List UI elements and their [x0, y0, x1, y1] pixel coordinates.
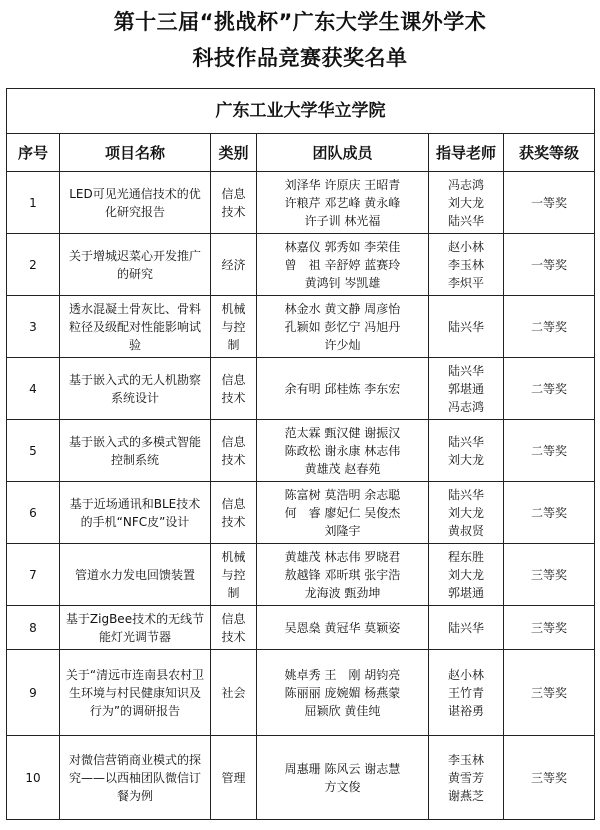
advisor-name: 陆兴华: [447, 319, 484, 334]
advisor-name: 谌裕勇: [447, 703, 484, 718]
team-members: [257, 172, 429, 234]
team-members: [257, 234, 429, 296]
advisor-name: 赵小林: [447, 239, 484, 254]
header-category: 类别: [211, 134, 257, 172]
category: [211, 650, 257, 736]
member-line: 陈富树 莫浩明 余志聪: [284, 487, 401, 502]
advisors: [429, 234, 504, 296]
row-number: 7: [7, 544, 60, 606]
advisor-name: 刘大龙: [447, 567, 484, 582]
table-row: [7, 358, 595, 420]
row-number: 5: [7, 420, 60, 482]
member-line: 许少灿: [324, 337, 361, 352]
advisors: [429, 420, 504, 482]
award-level: 二等奖: [504, 296, 595, 358]
member-line: 周惠珊 陈风云 谢志慧: [284, 761, 401, 776]
row-number: 4: [7, 358, 60, 420]
member-line: 敖越锋 邓昕琪 张宇浩: [284, 567, 401, 582]
table-row: [7, 420, 595, 482]
category-line: 机械: [221, 301, 246, 316]
team-members: [257, 650, 429, 736]
project-name: 基于嵌入式的多模式智能控制系统: [60, 420, 211, 482]
table-row: [7, 650, 595, 736]
project-name: 管道水力发电回馈装置: [60, 544, 211, 606]
header-members: 团队成员: [257, 134, 429, 172]
team-members: [257, 544, 429, 606]
project-name: 基于ZigBee技术的无线节能灯光调节器: [60, 606, 211, 650]
advisor-name: 李玉林: [447, 257, 484, 272]
award-level: 二等奖: [504, 358, 595, 420]
award-level: 二等奖: [504, 482, 595, 544]
advisor-name: 郭堪通: [447, 381, 484, 396]
advisor-name: 刘大龙: [447, 505, 484, 520]
header-award: 获奖等级: [504, 134, 595, 172]
category-line: 信息: [221, 496, 246, 511]
member-line: 方文俊: [324, 779, 361, 794]
row-number: 3: [7, 296, 60, 358]
row-number: 10: [7, 736, 60, 820]
row-number: 2: [7, 234, 60, 296]
member-line: 许子训 林光福: [304, 213, 381, 228]
category-line: 技术: [221, 629, 246, 644]
category-line: 技术: [221, 204, 246, 219]
advisors: [429, 544, 504, 606]
category-line: 社会: [221, 685, 246, 700]
row-number: 1: [7, 172, 60, 234]
advisor-name: 黄叔贤: [447, 523, 484, 538]
advisor-name: 郭堪通: [447, 585, 484, 600]
row-number: 6: [7, 482, 60, 544]
member-line: 曾 祖 辛舒婷 蓝赛玲: [284, 257, 401, 272]
project-name: LED可见光通信技术的优化研究报告: [60, 172, 211, 234]
category: [211, 606, 257, 650]
category: [211, 234, 257, 296]
award-level: 二等奖: [504, 420, 595, 482]
member-line: 陈丽丽 庞婉媚 杨燕蒙: [284, 685, 401, 700]
advisors: [429, 606, 504, 650]
category: [211, 172, 257, 234]
member-line: 林嘉仪 郭秀如 李荣佳: [284, 239, 401, 254]
advisors: [429, 358, 504, 420]
category-line: 与控: [221, 567, 246, 582]
advisors: [429, 296, 504, 358]
advisor-name: 陆兴华: [447, 487, 484, 502]
table-row: [7, 296, 595, 358]
member-line: 屈颖欣 黄佳纯: [304, 703, 381, 718]
award-table: [6, 88, 595, 820]
project-name: 基于嵌入式的无人机勘察系统设计: [60, 358, 211, 420]
category-line: 管理: [221, 770, 246, 785]
advisor-name: 王竹青: [447, 685, 484, 700]
row-number: 8: [7, 606, 60, 650]
award-level: 三等奖: [504, 606, 595, 650]
advisor-name: 程东胜: [447, 549, 484, 564]
table-row: [7, 482, 595, 544]
advisor-name: 李玉林: [447, 752, 484, 767]
category-line: 制: [227, 585, 240, 600]
category: [211, 358, 257, 420]
award-level: 一等奖: [504, 234, 595, 296]
advisors: [429, 482, 504, 544]
advisors: [429, 650, 504, 736]
team-members: [257, 420, 429, 482]
project-name: 对微信营销商业模式的探究——以西柚团队微信订餐为例: [60, 736, 211, 820]
member-line: 林金水 黄文静 周彦怡: [284, 301, 401, 316]
category: [211, 736, 257, 820]
team-members: [257, 606, 429, 650]
row-number: 9: [7, 650, 60, 736]
header-row: [7, 134, 595, 172]
project-name: 关于“清远市连南县农村卫生环境与村民健康知识及行为”的调研报告: [60, 650, 211, 736]
advisor-name: 陆兴华: [447, 620, 484, 635]
team-members: [257, 296, 429, 358]
category-line: 与控: [221, 319, 246, 334]
member-line: 龙海波 甄劲坤: [304, 585, 381, 600]
award-level: 三等奖: [504, 544, 595, 606]
project-name: 关于增城迟菜心开发推广的研究: [60, 234, 211, 296]
advisors: [429, 172, 504, 234]
advisor-name: 陆兴华: [447, 434, 484, 449]
member-line: 范太霖 甄汉健 谢振汉: [284, 425, 401, 440]
advisors: [429, 736, 504, 820]
member-line: 黄雄茂 赵春苑: [304, 461, 381, 476]
category-line: 信息: [221, 186, 246, 201]
table-row: [7, 172, 595, 234]
header-advisors: 指导老师: [429, 134, 504, 172]
advisor-name: 冯志鸿: [447, 177, 484, 192]
category-line: 技术: [221, 452, 246, 467]
category-line: 技术: [221, 514, 246, 529]
category: [211, 544, 257, 606]
advisor-name: 黄雪芳: [447, 770, 484, 785]
category-line: 信息: [221, 372, 246, 387]
advisor-name: 陆兴华: [447, 363, 484, 378]
team-members: [257, 358, 429, 420]
advisor-name: 陆兴华: [447, 213, 484, 228]
title-line-2: 科技作品竞赛获奖名单: [192, 46, 408, 70]
advisor-name: 李炽平: [447, 275, 484, 290]
advisor-name: 赵小林: [447, 667, 484, 682]
table-row: [7, 234, 595, 296]
header-project: 项目名称: [60, 134, 211, 172]
advisor-name: 谢燕芝: [447, 788, 484, 803]
award-level: 一等奖: [504, 172, 595, 234]
table-row: [7, 606, 595, 650]
member-line: 姚卓秀 王 刚 胡钧亮: [284, 667, 401, 682]
category-line: 制: [227, 337, 240, 352]
category-line: 信息: [221, 611, 246, 626]
advisor-name: 冯志鸿: [447, 399, 484, 414]
member-line: 何 睿 廖妃仁 吴俊杰: [284, 505, 401, 520]
advisor-name: 刘大龙: [447, 195, 484, 210]
category: [211, 420, 257, 482]
award-level: 三等奖: [504, 650, 595, 736]
member-line: 陈政松 谢永康 林志伟: [284, 443, 401, 458]
table-row: [7, 736, 595, 820]
category-line: 经济: [221, 257, 246, 272]
title-line-1: 第十三届“挑战杯”广东大学生课外学术: [113, 10, 487, 34]
member-line: 刘泽华 许原庆 王昭青: [284, 177, 401, 192]
team-members: [257, 482, 429, 544]
category: [211, 482, 257, 544]
member-line: 孔颖如 彭忆宁 冯旭丹: [284, 319, 401, 334]
member-line: 黄雄茂 林志伟 罗晓君: [284, 549, 401, 564]
award-level: 三等奖: [504, 736, 595, 820]
category: [211, 296, 257, 358]
member-line: 吴恩燊 黄冠华 莫颖姿: [284, 620, 401, 635]
member-line: 许粮芹 邓艺峰 黄永峰: [284, 195, 401, 210]
project-name: 透水混凝土骨灰比、骨料粒径及级配对性能影响试验: [60, 296, 211, 358]
category-line: 信息: [221, 434, 246, 449]
table-row: [7, 544, 595, 606]
project-name: 基于近场通讯和BLE技术的手机“NFC皮”设计: [60, 482, 211, 544]
member-line: 余有明 邱桂炼 李东宏: [284, 381, 401, 396]
advisor-name: 刘大龙: [447, 452, 484, 467]
category-line: 技术: [221, 390, 246, 405]
member-line: 黄鸿钊 岑凯雄: [304, 275, 381, 290]
member-line: 刘隆宇: [324, 523, 361, 538]
header-no: 序号: [7, 134, 60, 172]
team-members: [257, 736, 429, 820]
category-line: 机械: [221, 549, 246, 564]
school-name: 广东工业大学华立学院: [7, 89, 595, 134]
